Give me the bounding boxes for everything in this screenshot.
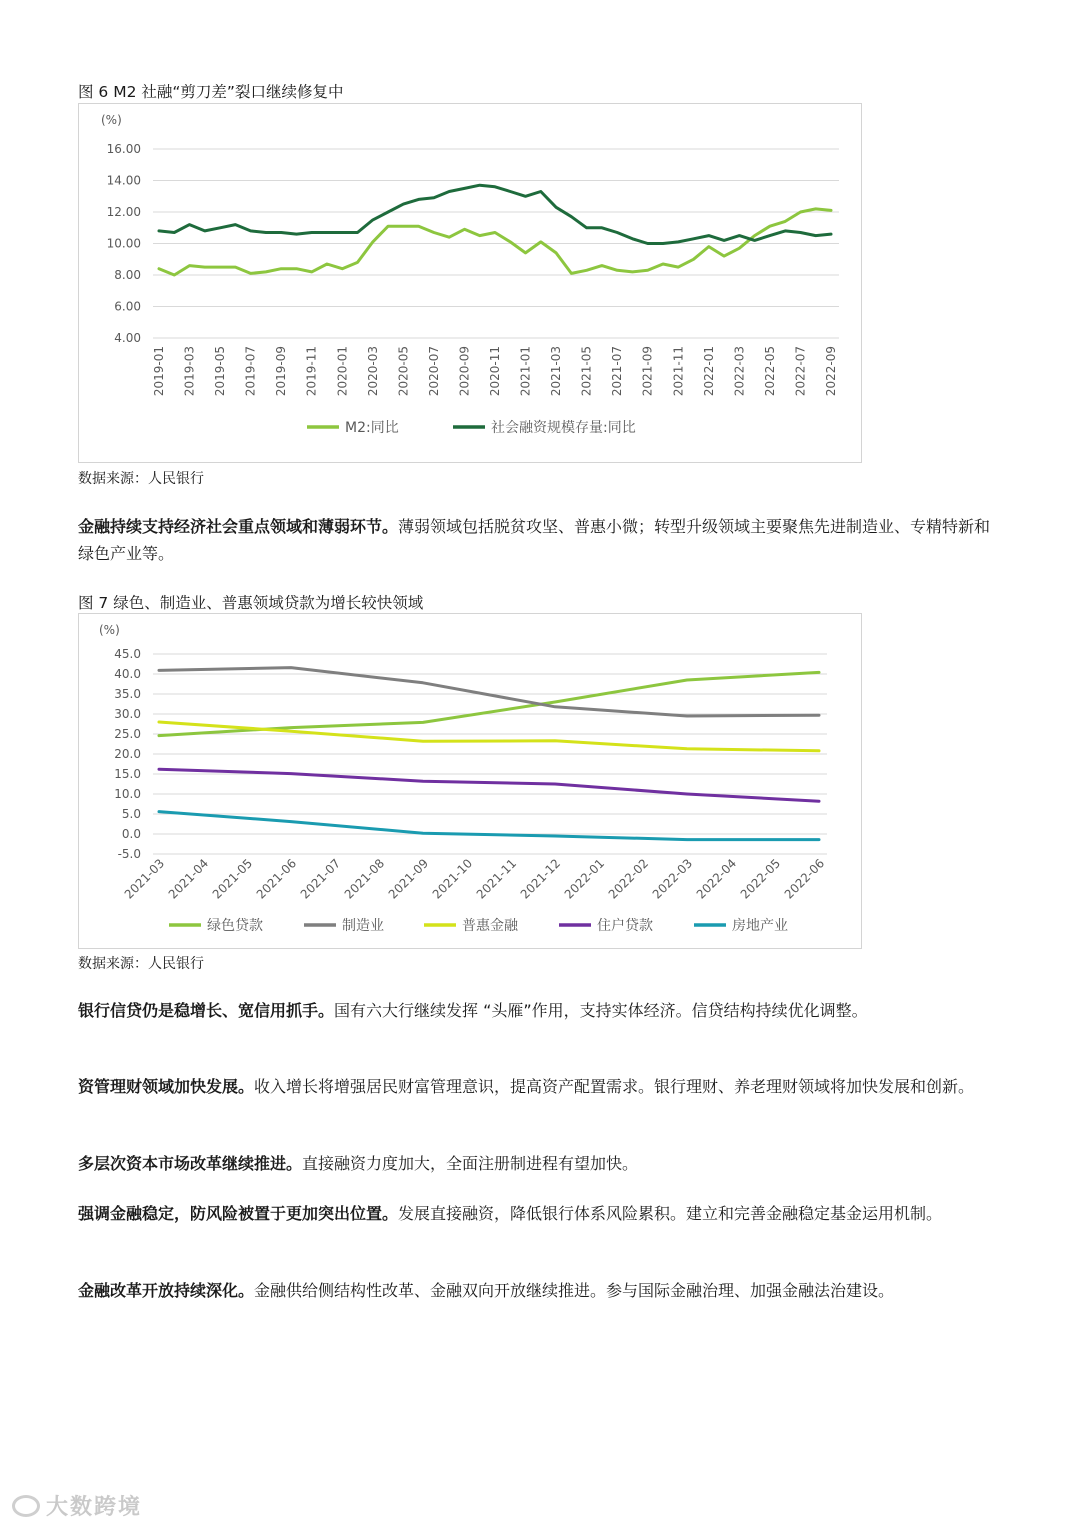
y-tick-label: 8.00 (114, 268, 141, 282)
paragraph-3-body: 收入增长将增强居民财富管理意识，提高资产配置需求。银行理财、养老理财领域将加快发展和创新。 (254, 1077, 975, 1096)
y-tick-label: 40.0 (114, 667, 141, 681)
paragraph-2-lead: 银行信贷仍是稳增长、宽信用抓手。 (78, 1001, 335, 1020)
figure6-chart (78, 103, 862, 463)
watermark-text: 大数跨境 (46, 1495, 143, 1520)
x-tick-label: 2022-05 (737, 856, 784, 902)
x-tick-label: 2019-09 (274, 346, 289, 397)
loan-growth-line-chart (79, 614, 861, 948)
legend-label: 普惠金融 (462, 918, 518, 934)
figure7-source: 数据来源：人民银行 (78, 956, 204, 972)
x-tick-label: 2022-07 (793, 346, 808, 397)
paragraph-4-body: 直接融资力度加大，全面注册制进程有望加快。 (302, 1154, 639, 1173)
legend-label: 社会融资规模存量:同比 (491, 420, 636, 436)
paragraph-5-lead: 强调金融稳定，防风险被置于更加突出位置。 (78, 1204, 399, 1223)
x-tick-label: 2022-05 (762, 346, 777, 397)
x-tick-label: 2020-07 (426, 346, 441, 397)
series-line-M2:同比 (159, 209, 831, 275)
x-tick-label: 2022-03 (732, 346, 747, 397)
cloud-logo-icon (12, 1495, 40, 1517)
x-tick-label: 2021-05 (579, 346, 594, 397)
x-tick-label: 2019-11 (304, 346, 319, 397)
figure6-source: 数据来源：人民银行 (78, 471, 204, 487)
paragraph-5-body: 发展直接融资，降低银行体系风险累积。建立和完善金融稳定基金运用机制。 (398, 1204, 943, 1223)
x-tick-label: 2021-07 (297, 856, 344, 902)
x-tick-label: 2021-09 (640, 346, 655, 397)
x-tick-label: 2019-07 (243, 346, 258, 397)
x-tick-label: 2021-11 (473, 856, 520, 902)
x-tick-label: 2021-10 (429, 856, 476, 902)
paragraph-1-lead: 金融持续支持经济社会重点领域和薄弱环节。 (78, 517, 399, 536)
series-line-普惠金融 (159, 722, 819, 751)
m2-social-financing-line-chart (79, 104, 861, 462)
legend-label: 制造业 (342, 918, 384, 934)
y-tick-label: 0.0 (121, 827, 141, 841)
x-tick-label: 2022-01 (701, 346, 716, 397)
y-tick-label: 30.0 (114, 707, 141, 721)
x-tick-label: 2021-08 (341, 856, 388, 902)
y-unit-label: (%) (101, 113, 122, 127)
y-tick-label: 15.0 (114, 767, 141, 781)
x-tick-label: 2021-03 (121, 856, 168, 902)
paragraph-1-body: 薄弱领域包括脱贫攻坚、普惠小微；转型升级领域主要聚焦先进制造业、专精特新和绿色产业等。 (78, 517, 991, 563)
paragraph-3-lead: 资管理财领域加快发展。 (78, 1077, 255, 1096)
paragraph-6 (78, 1277, 1003, 1304)
x-tick-label: 2021-03 (549, 346, 564, 397)
x-tick-label: 2020-11 (488, 346, 502, 397)
y-tick-label: -5.0 (117, 847, 141, 861)
paragraph-2 (78, 997, 1003, 1024)
x-tick-label: 2020-09 (457, 346, 472, 397)
figure6-caption: 图 6 M2 社融“剪刀差”裂口继续修复中 (78, 83, 344, 101)
paragraph-4 (78, 1150, 1003, 1177)
x-tick-label: 2021-07 (610, 346, 625, 397)
x-tick-label: 2022-09 (824, 346, 838, 397)
series-line-社会融资规模存量:同比 (159, 185, 831, 243)
figure7-chart (78, 613, 862, 949)
paragraph-3 (78, 1073, 1003, 1100)
y-tick-label: 16.00 (106, 142, 141, 156)
x-tick-label: 2022-04 (693, 856, 740, 902)
figure7-caption: 图 7 绿色、制造业、普惠领域贷款为增长较快领域 (78, 594, 424, 612)
x-tick-label: 2022-06 (781, 856, 828, 902)
paragraph-6-lead: 金融改革开放持续深化。 (78, 1281, 255, 1300)
y-tick-label: 45.0 (114, 647, 141, 661)
y-unit-label: (%) (99, 623, 120, 637)
y-tick-label: 25.0 (114, 727, 141, 741)
watermark (12, 1490, 142, 1521)
x-tick-label: 2022-01 (561, 856, 608, 902)
y-tick-label: 10.0 (114, 787, 141, 801)
paragraph-1 (78, 513, 1003, 567)
y-tick-label: 5.0 (121, 807, 141, 821)
x-tick-label: 2022-03 (649, 856, 696, 902)
x-tick-label: 2019-03 (182, 346, 197, 397)
series-line-制造业 (159, 668, 819, 716)
x-tick-label: 2019-05 (213, 346, 228, 397)
x-tick-label: 2020-05 (396, 346, 411, 397)
paragraph-2-body: 国有六大行继续发挥 “头雁”作用，支持实体经济。信贷结构持续优化调整。 (334, 1001, 868, 1020)
y-tick-label: 14.00 (106, 173, 141, 188)
legend-label: 房地产业 (732, 918, 788, 934)
x-tick-label: 2021-05 (209, 856, 256, 902)
x-tick-label: 2020-03 (365, 346, 380, 397)
x-tick-label: 2021-06 (253, 856, 300, 902)
x-tick-label: 2019-01 (152, 346, 166, 397)
y-tick-label: 6.00 (114, 299, 141, 314)
legend-label: 绿色贷款 (207, 918, 263, 934)
y-tick-label: 4.00 (114, 331, 141, 345)
x-tick-label: 2021-01 (518, 346, 533, 397)
y-tick-label: 20.0 (114, 747, 141, 761)
y-tick-label: 35.0 (114, 687, 141, 701)
series-line-绿色贷款 (159, 672, 819, 735)
x-tick-label: 2021-09 (385, 856, 432, 902)
paragraph-5 (78, 1200, 1003, 1227)
y-tick-label: 12.00 (106, 205, 141, 219)
paragraph-6-body: 金融供给侧结构性改革、金融双向开放继续推进。参与国际金融治理、加强金融法治建设。 (254, 1281, 895, 1300)
legend-label: M2:同比 (345, 420, 399, 436)
series-line-房地产业 (159, 812, 819, 840)
x-tick-label: 2021-11 (671, 346, 686, 397)
legend-label: 住户贷款 (597, 918, 653, 934)
x-tick-label: 2021-04 (165, 856, 212, 902)
y-tick-label: 10.00 (106, 236, 141, 251)
x-tick-label: 2021-12 (517, 856, 564, 902)
x-tick-label: 2020-01 (335, 346, 350, 397)
paragraph-4-lead: 多层次资本市场改革继续推进。 (78, 1154, 303, 1173)
x-tick-label: 2022-02 (605, 856, 652, 902)
